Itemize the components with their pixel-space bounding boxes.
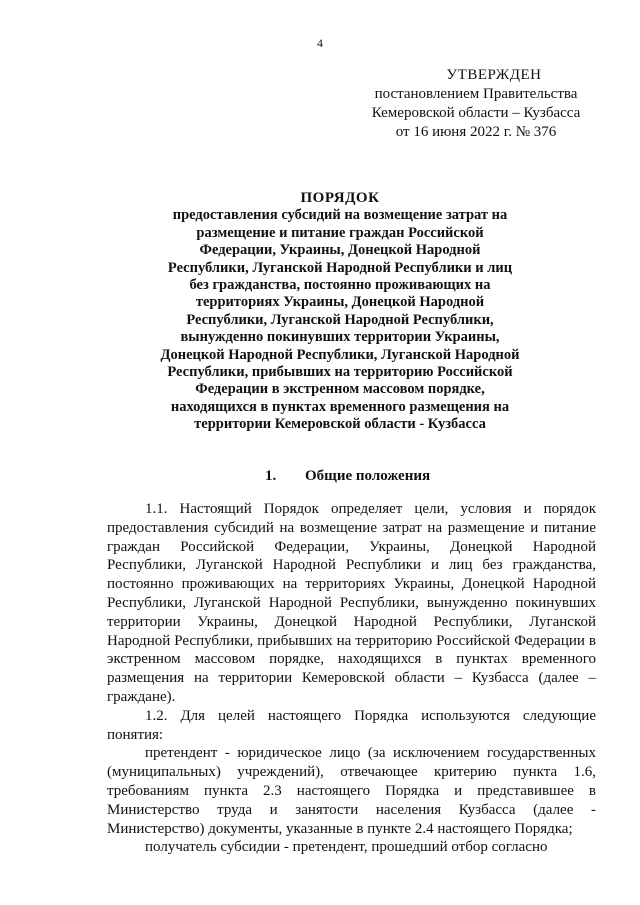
title-line: территориях Украины, Донецкой Народной	[195, 294, 485, 311]
section-number: 1.	[265, 468, 277, 484]
title-line: Федерации в экстренном массовом порядке,	[195, 381, 485, 398]
approval-line: постановлением Правительства	[374, 86, 578, 102]
section-title: Общие положения	[305, 468, 431, 484]
title-line: без гражданства, постоянно проживающих на	[189, 277, 491, 294]
page-number: 4	[317, 36, 323, 50]
title-line: размещение и питание граждан Российской	[196, 224, 484, 241]
title-line: Республики, Луганской Народной Республики и лиц	[167, 259, 513, 276]
body-text	[107, 500, 596, 857]
paragraph: 1.1. Настоящий Порядок определяет цели, условия и порядок предоставления субсидий на возмещение затрат на размещение и питание граждан Российской Федерации, Украины, Донецкой Народной Республики, Луганской Народной Республики и лиц без гражданства, постоянно проживающих на территориях Украины, Донецкой Народной Республики, Луганской Народной Республики, вынужденно покинувших территории Украины, Донецкой Народной Республики, Луганской Народной Республики, прибывших на территорию Российской Федерации в экстренном массовом порядке, находящихся в пунктах временного размещения на территории Кемеровской области – Кузбасса (далее – граждане).	[107, 501, 596, 705]
approved-label: УТВЕРЖДЕН	[446, 67, 542, 83]
title-line: территории Кемеровской области - Кузбасса	[194, 416, 486, 433]
approval-date: от 16 июня 2022 г. № 376	[395, 124, 557, 140]
document-title-block	[150, 190, 530, 434]
title-line: Республики, Луганской Народной Республики,	[186, 311, 494, 328]
paragraph: претендент - юридическое лицо (за исключением государственных (муниципальных) учреждений), отвечающее критерию пункта 1.6, требованиям пункта 2.3 настоящего Порядка и представившее в Министерство труда и занятости населения Кузбасса (далее - Министерство) документы, указанные в пункте 2.4 настоящего Порядка;	[107, 745, 596, 837]
title-line: предоставления субсидий на возмещение затрат на	[172, 207, 508, 224]
title-line: Республики, прибывших на территорию Российской	[167, 364, 513, 381]
approval-line: Кемеровской области – Кузбасса	[371, 105, 581, 121]
approval-stamp	[356, 66, 596, 142]
title-line: Донецкой Народной Республики, Луганской Народной	[160, 346, 520, 363]
title-line: вынужденно покинувших территории Украины,	[180, 329, 500, 346]
paragraph: 1.2. Для целей настоящего Порядка используются следующие понятия:	[107, 707, 596, 743]
document-title: ПОРЯДОК	[300, 190, 380, 206]
paragraph: получатель субсидии - претендент, прошедший отбор согласно	[145, 839, 548, 856]
title-line: Федерации, Украины, Донецкой Народной	[199, 242, 481, 259]
title-line: находящихся в пунктах временного размещения на	[170, 398, 510, 415]
